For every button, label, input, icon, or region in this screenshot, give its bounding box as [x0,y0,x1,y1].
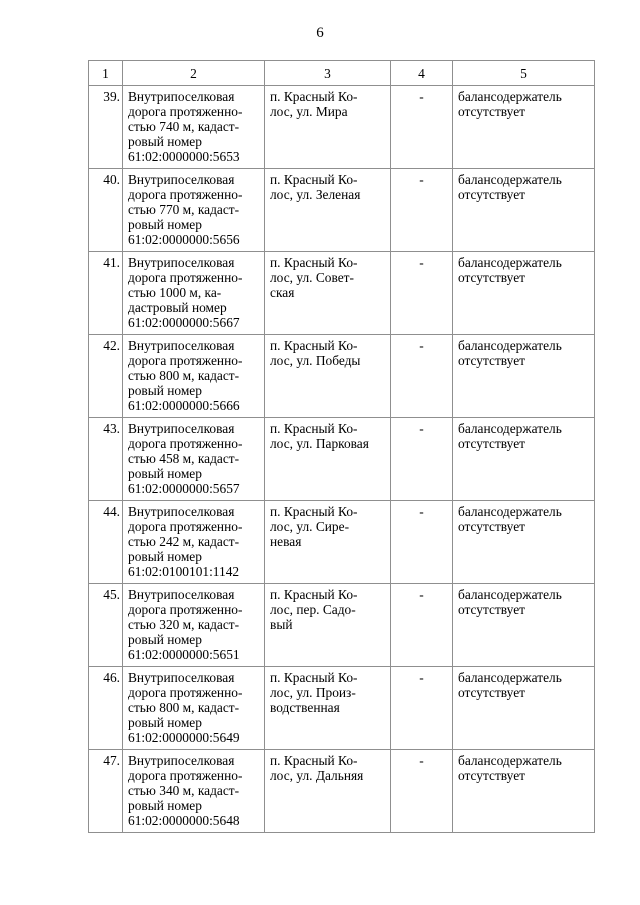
object-name-line: 61:02:0000000:5651 [128,647,240,662]
object-name-line: ровый номер [128,549,202,564]
column-4-cell: - [391,418,453,501]
object-name-line: стью 770 м, кадаст- [128,202,240,217]
object-name-line: дорога протяженно- [128,685,243,700]
table-row [89,252,595,335]
address-line: лос, ул. Дальняя [270,768,364,783]
holder-line: отсутствует [458,104,525,119]
object-name-line: стью 320 м, кадаст- [128,617,240,632]
object-name-line: ровый номер [128,134,202,149]
address-line: лос, ул. Произ- [270,685,356,700]
address-cell [265,252,391,335]
address-line: лос, пер. Садо- [270,602,356,617]
address-line: п. Красный Ко- [270,421,358,436]
holder-cell [453,501,595,584]
holder-line: балансодержатель [458,89,562,104]
holder-line: отсутствует [458,685,525,700]
holder-line: отсутствует [458,602,525,617]
object-name-line: стью 800 м, кадаст- [128,700,240,715]
row-number: 47. [89,750,123,833]
object-name-cell [123,86,265,169]
holder-line: балансодержатель [458,504,562,519]
page-number: 6 [316,25,324,41]
holder-cell [453,335,595,418]
address-line: п. Красный Ко- [270,255,358,270]
address-cell [265,86,391,169]
object-name-line: стью 800 м, кадаст- [128,368,240,383]
address-cell [265,169,391,252]
address-line: водственная [270,700,340,715]
column-header-2: 2 [123,61,265,86]
address-cell [265,667,391,750]
column-header-4: 4 [391,61,453,86]
holder-line: балансодержатель [458,670,562,685]
holder-cell [453,252,595,335]
address-line: лос, ул. Совет- [270,270,354,285]
table-row [89,501,595,584]
object-name-line: дорога протяженно- [128,436,243,451]
object-name-line: 61:02:0000000:5657 [128,481,240,496]
object-name-line: ровый номер [128,632,202,647]
object-name-line: 61:02:0000000:5653 [128,149,240,164]
object-name-line: 61:02:0100101:1142 [128,564,240,579]
holder-line: балансодержатель [458,172,562,187]
registry-table [88,60,595,833]
address-line: п. Красный Ко- [270,587,358,602]
address-line: п. Красный Ко- [270,504,358,519]
holder-line: балансодержатель [458,255,562,270]
object-name-line: 61:02:0000000:5666 [128,398,240,413]
object-name-line: 61:02:0000000:5648 [128,813,240,828]
column-4-cell: - [391,169,453,252]
table-row [89,86,595,169]
object-name-line: 61:02:0000000:5649 [128,730,240,745]
column-4-cell: - [391,584,453,667]
address-line: п. Красный Ко- [270,172,358,187]
table-row [89,335,595,418]
object-name-line: дорога протяженно- [128,602,243,617]
holder-line: отсутствует [458,436,525,451]
holder-line: отсутствует [458,519,525,534]
object-name-cell [123,335,265,418]
row-number: 43. [89,418,123,501]
object-name-line: 61:02:0000000:5656 [128,232,240,247]
object-name-line: стью 242 м, кадаст- [128,534,240,549]
object-name-line: дорога протяженно- [128,519,243,534]
holder-cell [453,667,595,750]
object-name-line: дастровый номер [128,300,227,315]
address-line: лос, ул. Сире- [270,519,350,534]
object-name-cell [123,667,265,750]
address-line: п. Красный Ко- [270,670,358,685]
object-name-line: стью 740 м, кадаст- [128,119,240,134]
holder-line: отсутствует [458,187,525,202]
object-name-line: дорога протяженно- [128,768,243,783]
column-4-cell: - [391,252,453,335]
object-name-cell [123,584,265,667]
table-row [89,169,595,252]
address-line: п. Красный Ко- [270,89,358,104]
object-name-line: стью 1000 м, ка- [128,285,222,300]
object-name-line: дорога протяженно- [128,187,243,202]
object-name-line: Внутрипоселковая [128,504,235,519]
address-cell [265,750,391,833]
object-name-line: ровый номер [128,217,202,232]
object-name-line: 61:02:0000000:5667 [128,315,240,330]
object-name-line: ровый номер [128,715,202,730]
holder-cell [453,584,595,667]
table-row [89,584,595,667]
holder-cell [453,169,595,252]
address-cell [265,335,391,418]
address-line: невая [270,534,302,549]
object-name-line: дорога протяженно- [128,353,243,368]
object-name-line: стью 340 м, кадаст- [128,783,240,798]
header-row [89,61,595,86]
row-number: 41. [89,252,123,335]
table-row [89,750,595,833]
column-4-cell: - [391,750,453,833]
column-header-3: 3 [265,61,391,86]
column-4-cell: - [391,667,453,750]
address-line: лос, ул. Победы [270,353,361,368]
object-name-cell [123,169,265,252]
object-name-line: Внутрипоселковая [128,338,235,353]
object-name-line: Внутрипоселковая [128,255,235,270]
object-name-line: Внутрипоселковая [128,670,235,685]
holder-line: балансодержатель [458,753,562,768]
object-name-line: ровый номер [128,798,202,813]
holder-cell [453,750,595,833]
object-name-line: Внутрипоселковая [128,421,235,436]
column-header-1: 1 [89,61,123,86]
row-number: 39. [89,86,123,169]
address-line: лос, ул. Парковая [270,436,369,451]
object-name-cell [123,750,265,833]
address-line: лос, ул. Зеленая [270,187,361,202]
column-4-cell: - [391,501,453,584]
address-line: ская [270,285,295,300]
table-row [89,418,595,501]
object-name-line: стью 458 м, кадаст- [128,451,240,466]
column-4-cell: - [391,335,453,418]
object-name-cell [123,252,265,335]
holder-line: балансодержатель [458,338,562,353]
address-cell [265,418,391,501]
row-number: 45. [89,584,123,667]
column-header-5: 5 [453,61,595,86]
address-line: п. Красный Ко- [270,338,358,353]
object-name-cell [123,418,265,501]
table-row [89,667,595,750]
object-name-line: Внутрипоселковая [128,753,235,768]
holder-line: отсутствует [458,353,525,368]
holder-cell [453,418,595,501]
holder-line: отсутствует [458,768,525,783]
row-number: 44. [89,501,123,584]
address-cell [265,501,391,584]
address-line: лос, ул. Мира [270,104,348,119]
object-name-line: Внутрипоселковая [128,89,235,104]
object-name-line: Внутрипоселковая [128,172,235,187]
column-4-cell: - [391,86,453,169]
row-number: 40. [89,169,123,252]
holder-line: балансодержатель [458,421,562,436]
object-name-cell [123,501,265,584]
object-name-line: ровый номер [128,466,202,481]
row-number: 46. [89,667,123,750]
holder-cell [453,86,595,169]
address-cell [265,584,391,667]
address-line: п. Красный Ко- [270,753,358,768]
object-name-line: ровый номер [128,383,202,398]
object-name-line: Внутрипоселковая [128,587,235,602]
object-name-line: дорога протяженно- [128,104,243,119]
holder-line: отсутствует [458,270,525,285]
table-body [89,86,595,833]
holder-line: балансодержатель [458,587,562,602]
object-name-line: дорога протяженно- [128,270,243,285]
row-number: 42. [89,335,123,418]
address-line: вый [270,617,293,632]
